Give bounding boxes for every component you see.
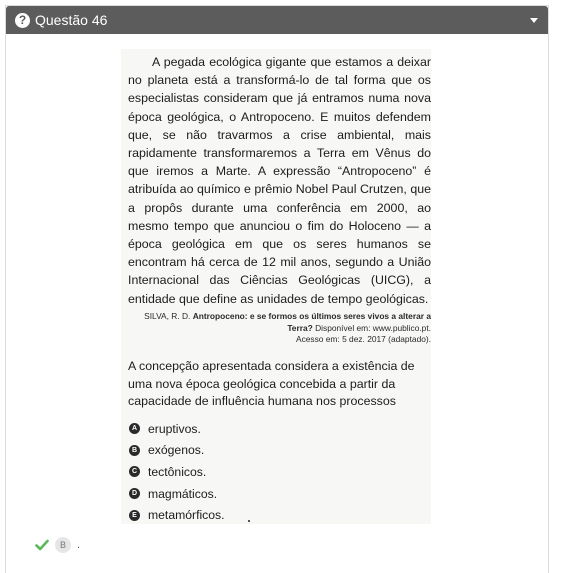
option-letter-e: E (129, 510, 140, 521)
option-letter-a: A (129, 423, 140, 434)
question-header[interactable] (6, 6, 548, 34)
option-letter-b: B (129, 445, 140, 456)
option-letter-d: D (129, 488, 140, 499)
option-d (129, 483, 419, 505)
question-stem: A concepção apresentada considera a existência de uma nova época geológica concebida a partir da capacidade de influência humana nos processos (128, 359, 415, 409)
question-title: Questão 46 (35, 12, 108, 28)
option-letter-c: C (129, 466, 140, 477)
source-access: Acesso em: 5 dez. 2017 (adaptado). (295, 334, 431, 345)
question-circle-icon: ? (15, 13, 30, 28)
answer-suffix: . (77, 539, 81, 551)
caret-down-icon[interactable] (530, 18, 538, 23)
option-text-b: exógenos. (148, 443, 205, 458)
check-icon (35, 538, 49, 552)
option-e (129, 504, 419, 526)
source-citation (128, 311, 431, 346)
option-text-d: magmáticos. (148, 486, 218, 501)
source-author: SILVA, R. D. (144, 311, 191, 321)
option-a (129, 418, 419, 440)
scan-speck (248, 520, 250, 522)
option-b (129, 440, 419, 462)
answer-badge: B (55, 537, 71, 553)
source-title: Antropoceno: e se formos os últimos seres vivos a alterar a Terra? (192, 311, 431, 333)
option-text-a: eruptivos. (148, 421, 201, 436)
options-list (129, 418, 419, 526)
source-availability: Disponível em: www.publico.pt. (315, 322, 431, 333)
passage-text (128, 53, 431, 308)
option-text-e: metamórficos. (148, 508, 225, 523)
answer-row (35, 537, 80, 553)
option-c (129, 461, 419, 483)
option-text-c: tectônicos. (148, 464, 207, 479)
question-image (121, 49, 431, 524)
passage-paragraph: A pegada ecológica gigante que estamos a deixar no planeta está a transformá-lo de tal forma que os especialistas consideram que já entramos numa nova época geológica, o Antropoceno. E muitos defendem que, se não travarmos a crise ambiental, mais rapidamente transformaremos a Terra em Vênus do que iremos a Marte. A expressão “Antropoceno” é atribuída ao químico e prêmio Nobel Paul Crutzen, que a propôs durante uma conferência em 2000, ao mesmo tempo que anunciou o fim do Holoceno — a época geológica em que os seres humanos se encontram há cerca de 12 mil anos, segundo a União Internacional das Ciências Geológicas (UICG), a entidade que define as unidades de tempo geológicas. (128, 55, 431, 306)
